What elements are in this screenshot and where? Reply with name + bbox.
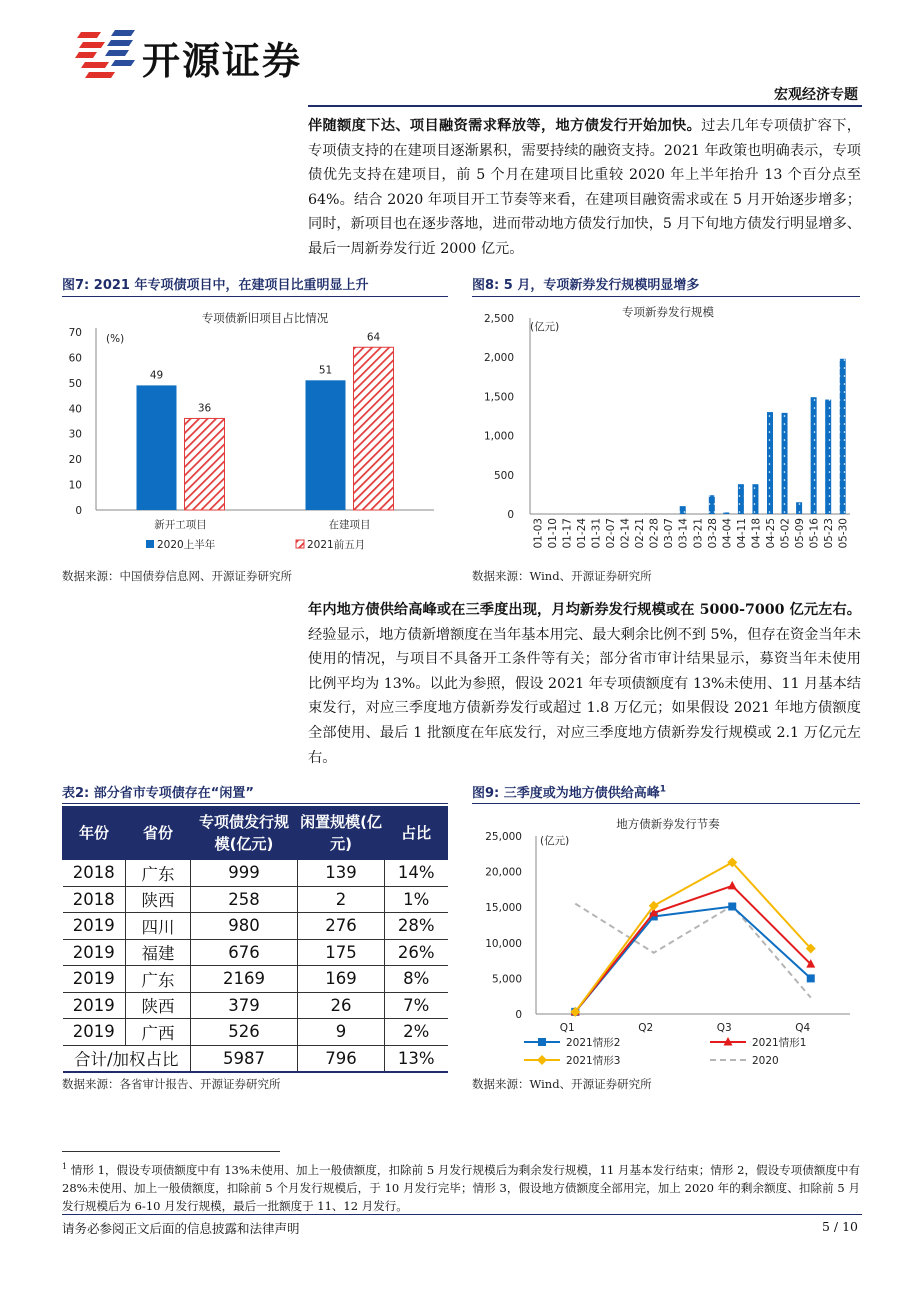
- table-row: [63, 939, 448, 966]
- legend-label: 2020上半年: [157, 539, 216, 551]
- table-row: [63, 1019, 448, 1046]
- x-tick-label: 01-31: [590, 518, 603, 549]
- y-tick-label: 15,000: [485, 902, 522, 915]
- legend-label: 2021情形3: [566, 1055, 621, 1067]
- cell-ratio: 2%: [385, 1019, 448, 1046]
- y-tick-label: 0: [515, 1009, 522, 1021]
- fig7-rule: [62, 296, 448, 297]
- table-total-row: [63, 1045, 448, 1072]
- cell-idle-size: 276: [298, 913, 385, 940]
- cell-year: 2019: [63, 966, 126, 993]
- bar: [137, 385, 177, 510]
- series-line: [575, 904, 811, 998]
- x-tick-label: 01-03: [532, 518, 545, 549]
- brand-name: 开源证券: [142, 39, 303, 83]
- legend-label: 2021前五月: [307, 539, 366, 551]
- series-line: [575, 886, 811, 1012]
- legend-swatch: [146, 540, 154, 548]
- cell-ratio: 14%: [385, 860, 448, 887]
- series-line: [575, 906, 811, 1011]
- bar: [738, 484, 744, 514]
- x-tick-label: 05-02: [779, 518, 792, 549]
- fig9-title-sup: 1: [659, 784, 667, 795]
- chart-title: 专项债新旧项目占比情况: [201, 311, 329, 325]
- cell-year: 2019: [63, 913, 126, 940]
- col-header-idle-size: 闲置规模(亿元): [298, 807, 385, 860]
- legend-marker: [537, 1055, 547, 1065]
- legend-label: 2021情形2: [566, 1037, 621, 1049]
- table-header-row: [63, 807, 448, 860]
- table-row: [63, 966, 448, 993]
- col-header-province: 省份: [126, 807, 191, 860]
- y-tick-label: 500: [493, 469, 514, 482]
- x-tick-label: 05-23: [823, 518, 836, 549]
- bar: [782, 413, 788, 514]
- fig8-chart: [472, 300, 860, 562]
- y-tick-label: 5,000: [491, 973, 522, 986]
- unit-label: (亿元): [540, 835, 570, 847]
- cell-idle-size: 169: [298, 966, 385, 993]
- bar: [840, 359, 846, 514]
- cell-idle-size: 139: [298, 860, 385, 887]
- cell-total-issue: 5987: [191, 1045, 298, 1072]
- cell-ratio: 28%: [385, 913, 448, 940]
- x-tick-label: Q4: [795, 1022, 811, 1034]
- report-type: 宏观经济专题: [774, 87, 858, 103]
- bar: [723, 512, 729, 514]
- table-row: [63, 860, 448, 887]
- col-header-issue-size: 专项债发行规模(亿元): [191, 807, 298, 860]
- data-label: 36: [197, 402, 212, 415]
- fig9-chart: [472, 808, 860, 1072]
- cell-year: 2018: [63, 860, 126, 887]
- data-point: [728, 902, 736, 910]
- x-tick-label: 01-10: [546, 518, 559, 549]
- x-tick-label: Q3: [716, 1022, 732, 1034]
- x-tick-label: 04-04: [721, 518, 734, 549]
- cell-idle-size: 26: [298, 992, 385, 1019]
- paragraph-1-body: 过去几年专项债扩容下，专项债支持的在建项目逐渐累积，需要持续的融资支持。2021 年政策也明确表示，专项债优先支持在建项目，前 5 个月在建项目比重较 2020 年上半年抬升 13 个百分点至 64%。结合 2020 年项目开工节奏等来看，在建项目融资需求或在 5 月开始逐步增多；同时，新项目也在逐步落地，进而带动地方债发行加快，5 月下旬地方债发行明显增多、最后一周新券发行近 2000 亿元。: [308, 118, 861, 257]
- x-tick-label: 03-07: [663, 518, 676, 549]
- y-tick-label: 2,500: [483, 313, 514, 325]
- fig9-rule: [472, 803, 860, 804]
- x-tick-label: Q2: [638, 1022, 654, 1034]
- data-point: [728, 881, 737, 890]
- x-tick-label: 03-21: [692, 518, 705, 549]
- fig7-caption: [62, 274, 369, 293]
- footer-disclaimer: 请务必参阅正文后面的信息披露和法律声明: [62, 1221, 300, 1236]
- data-label: 49: [149, 369, 164, 382]
- cell-province: 广东: [126, 966, 191, 993]
- cell-province: 广东: [126, 860, 191, 887]
- x-tick-label: 04-25: [765, 518, 777, 549]
- footnote-marker: 1: [62, 1162, 68, 1171]
- paragraph-2-lead: 年内地方债供给高峰或在三季度出现，月均新券发行规模或在 5000-7000 亿元左右。: [308, 602, 861, 618]
- cell-issue-size: 258: [191, 886, 298, 913]
- table2-source: 数据来源：各省审计报告、开源证券研究所: [62, 1077, 281, 1091]
- footer-rule: [62, 1214, 862, 1215]
- cell-year: 2019: [63, 992, 126, 1019]
- fig7-title: 2021 年专项债项目中，在建项目比重明显上升: [93, 278, 369, 293]
- paragraph-1-lead: 伴随额度下达、项目融资需求释放等，地方债发行开始加快。: [308, 118, 702, 134]
- fig8-label: 图8:: [472, 278, 500, 293]
- header-rule: [308, 105, 862, 107]
- bar: [680, 506, 686, 514]
- cell-total-ratio: 13%: [385, 1045, 448, 1072]
- y-tick-label: 0: [507, 509, 514, 521]
- cell-ratio: 8%: [385, 966, 448, 993]
- cell-province: 广西: [126, 1019, 191, 1046]
- col-header-year: 年份: [63, 807, 126, 860]
- footnote: [62, 1158, 860, 1215]
- cell-year: 2018: [63, 886, 126, 913]
- paragraph-2-body: 经验显示，地方债新增额度在当年基本用完、最大剩余比例不到 5%，但存在资金当年未使用的情况，与项目不具备开工条件等有关；部分省市审计结果显示，募资当年未使用比例平均为 13%。以此为参照，假设 2021 年专项债额度有 13%未使用、11 月基本结束发行，对应三季度地方债新券发行或超过 1.8 万亿元；如果假设 2021 年地方债额度全部使用、最后 1 批额度在年底发行，对应三季度地方债新券发行规模或 2.1 万亿元左右。: [308, 626, 861, 766]
- table2-rule: [62, 803, 448, 804]
- data-label: 64: [366, 331, 381, 344]
- y-tick-label: 2,000: [483, 352, 514, 365]
- cell-ratio: 7%: [385, 992, 448, 1019]
- bar: [354, 347, 394, 510]
- x-tick-label: 05-09: [794, 518, 807, 549]
- y-tick-label: 0: [75, 505, 82, 517]
- bar: [796, 502, 802, 514]
- series-line: [575, 862, 811, 1012]
- x-tick-label: 02-14: [619, 518, 632, 549]
- y-tick-label: 60: [68, 352, 82, 365]
- cell-issue-size: 999: [191, 860, 298, 887]
- cell-province: 陕西: [126, 886, 191, 913]
- fig8-caption: [472, 274, 699, 293]
- y-tick-label: 40: [68, 403, 82, 416]
- brand-logo-icon: [75, 28, 137, 80]
- unit-label: (亿元): [530, 321, 560, 333]
- cell-issue-size: 2169: [191, 966, 298, 993]
- table2-label: 表2:: [62, 786, 90, 801]
- x-tick-label: 02-28: [648, 518, 661, 549]
- cell-ratio: 26%: [385, 939, 448, 966]
- fig8-source: 数据来源：Wind、开源证券研究所: [472, 569, 652, 583]
- x-tick-label: 在建项目: [328, 519, 371, 531]
- cell-idle-size: 9: [298, 1019, 385, 1046]
- bar: [709, 495, 715, 514]
- table2-title: 部分省市专项债存在“闲置”: [93, 786, 254, 801]
- fig9-caption: [472, 782, 666, 801]
- cell-year: 2019: [63, 1019, 126, 1046]
- x-tick-label: 02-07: [605, 518, 617, 549]
- cell-province: 四川: [126, 913, 191, 940]
- bar: [306, 380, 346, 510]
- cell-issue-size: 980: [191, 913, 298, 940]
- fig8-title: 5 月，专项新券发行规模明显增多: [503, 278, 700, 293]
- cell-issue-size: 526: [191, 1019, 298, 1046]
- y-tick-label: 1,500: [483, 391, 514, 404]
- y-tick-label: 50: [68, 377, 82, 390]
- x-tick-label: 03-28: [706, 518, 719, 549]
- fig7-source: 数据来源：中国债券信息网、开源证券研究所: [62, 569, 292, 583]
- table-row: [63, 913, 448, 940]
- data-label: 51: [318, 364, 333, 377]
- y-tick-label: 30: [68, 428, 82, 441]
- legend-swatch: [296, 540, 304, 548]
- x-tick-label: 01-24: [575, 518, 588, 549]
- cell-year: 2019: [63, 939, 126, 966]
- paragraph-2: [308, 598, 861, 770]
- unit-label: (%): [106, 333, 125, 345]
- fig9-title: 三季度或为地方债供给高峰: [503, 786, 660, 801]
- cell-province: 福建: [126, 939, 191, 966]
- x-tick-label: 03-14: [677, 518, 690, 549]
- legend-marker: [538, 1038, 546, 1046]
- bar: [752, 484, 758, 514]
- cell-idle-size: 175: [298, 939, 385, 966]
- y-tick-label: 1,000: [483, 430, 514, 443]
- y-tick-label: 70: [68, 327, 82, 339]
- cell-total-label: 合计/加权占比: [63, 1045, 191, 1072]
- footnote-rule: [62, 1151, 280, 1152]
- legend-label: 2021情形1: [752, 1037, 807, 1049]
- bar: [185, 418, 225, 510]
- x-tick-label: Q1: [559, 1022, 575, 1034]
- y-tick-label: 20: [68, 454, 82, 467]
- data-point: [807, 974, 815, 982]
- fig9-source: 数据来源：Wind、开源证券研究所: [472, 1077, 652, 1091]
- x-tick-label: 01-17: [561, 518, 574, 549]
- table-row: [63, 886, 448, 913]
- page-number: 5 / 10: [821, 1219, 858, 1234]
- cell-issue-size: 379: [191, 992, 298, 1019]
- chart-title: 地方债新券发行节奏: [616, 817, 720, 831]
- bar: [767, 412, 773, 514]
- debt-table: [62, 806, 448, 1073]
- y-tick-label: 25,000: [485, 831, 522, 843]
- bar: [825, 400, 831, 514]
- footnote-text: 情形 1，假设专项债额度中有 13%未使用、加上一般债额度，扣除前 5 月发行规模后为剩余发行规模，11 月基本发行结束；情形 2，假设专项债额度中有 28%未使用、加上一般债额度，扣除前 5 个月发行规模后，于 10 月发行完毕；情形 3，假设地方债额度全部用完，加上 2020 年的剩余额度、扣除前 5 月发行规模后为 6-10 月发行规模，最后一批额度于 11、12 月发行。: [62, 1162, 861, 1213]
- cell-issue-size: 676: [191, 939, 298, 966]
- bar: [811, 397, 817, 514]
- y-tick-label: 10,000: [485, 937, 522, 950]
- y-tick-label: 20,000: [485, 866, 522, 879]
- col-header-ratio: 占比: [385, 807, 448, 860]
- x-tick-label: 新开工项目: [154, 519, 207, 531]
- x-tick-label: 05-16: [808, 518, 821, 549]
- fig7-chart: [62, 300, 448, 558]
- paragraph-1: [308, 114, 861, 262]
- fig9-label: 图9:: [472, 786, 500, 801]
- table-row: [63, 992, 448, 1019]
- cell-province: 陕西: [126, 992, 191, 1019]
- table2-caption: [62, 782, 254, 801]
- fig8-rule: [472, 296, 860, 297]
- cell-idle-size: 2: [298, 886, 385, 913]
- chart-title: 专项新券发行规模: [622, 305, 714, 319]
- y-tick-label: 10: [68, 479, 82, 492]
- x-tick-label: 02-21: [634, 518, 647, 549]
- legend-label: 2020: [752, 1055, 779, 1067]
- x-tick-label: 04-11: [735, 518, 748, 549]
- cell-ratio: 1%: [385, 886, 448, 913]
- fig7-label: 图7:: [62, 278, 90, 293]
- x-tick-label: 04-18: [750, 518, 763, 549]
- x-tick-label: 05-30: [837, 518, 850, 549]
- cell-total-idle: 796: [298, 1045, 385, 1072]
